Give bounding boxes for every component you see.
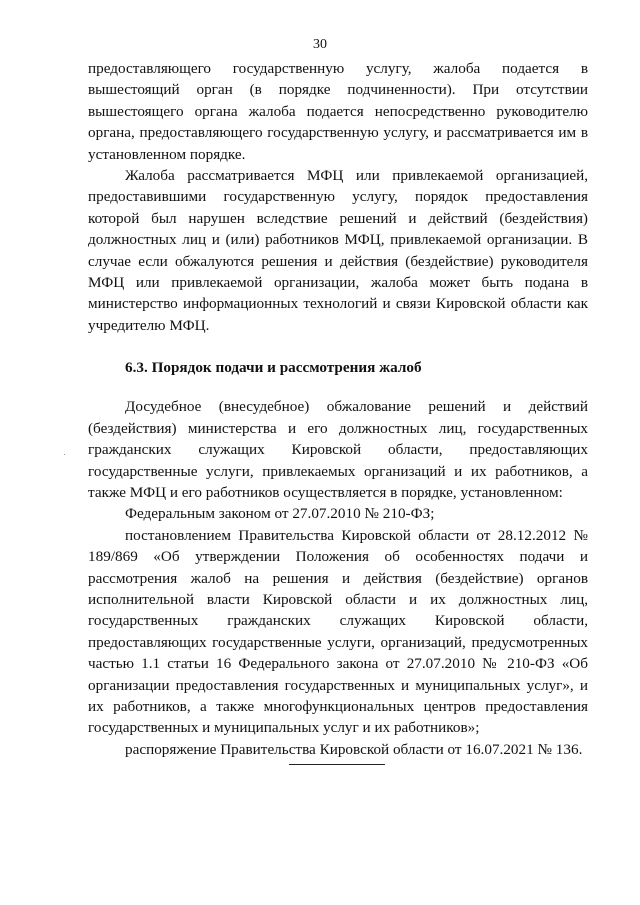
paragraph-complaint-review: Жалоба рассматривается МФЦ или привлекаемой организацией, предоставившими государственную услугу, порядок предоставления которой был нарушен вследствие решений и действий (бездействия) должностных лиц и (или) работников МФЦ, привлекаемой организации. В случае если обжалуются решения и действия (бездействие) руководителя МФЦ или привлекаемой организации, жалоба может быть подана в министерство информационных технологий и связи Кировской области как учредителю МФЦ.: [88, 167, 588, 334]
page-number: 30: [313, 37, 327, 52]
end-of-document-rule: [289, 764, 385, 765]
paragraph-federal-law: Федеральным законом от 27.07.2010 № 210-ФЗ;: [125, 505, 435, 523]
paragraph-continuation: предоставляющего государственную услугу, жалоба подается в вышестоящий орган (в порядке подчиненности). При отсутствии вышестоящего органа жалоба подается непосредственно руководителю органа, предоставляющего государственную услугу, и рассматривается им в установленном порядке.: [88, 60, 588, 163]
section-heading: 6.3. Порядок подачи и рассмотрения жалоб: [125, 359, 422, 377]
paragraph-appeal-procedure: Досудебное (внесудебное) обжалование решений и действий (бездействия) министерства и его должностных лиц, государственных гражданских служащих Кировской области, предоставляющих государственные услуги, привлекаемых организаций и их работников, а также МФЦ и его работников осуществляется в порядке, установленном:: [88, 398, 588, 501]
scan-speck: [64, 454, 65, 455]
paragraph-government-resolution: постановлением Правительства Кировской области от 28.12.2012 № 189/869 «Об утверждении Положения об особенностях подачи и рассмотрения жалоб на решения и действия (бездействие) органов исполнительной власти Кировской области и их должностных лиц, государственных гражданских служащих Кировской области, предоставляющих государственные услуги, организаций, предусмотренных частью 1.1 статьи 16 Федерального закона от 27.07.2010 № 210-ФЗ «Об организации предоставления государственных и муниципальных услуг», и их работников, а также многофункциональных центров предоставления государственных и муниципальных услуг и их работников»;: [88, 526, 588, 737]
paragraph-government-order: распоряжение Правительства Кировской области от 16.07.2021 № 136.: [125, 740, 583, 758]
document-body: [88, 58, 588, 760]
